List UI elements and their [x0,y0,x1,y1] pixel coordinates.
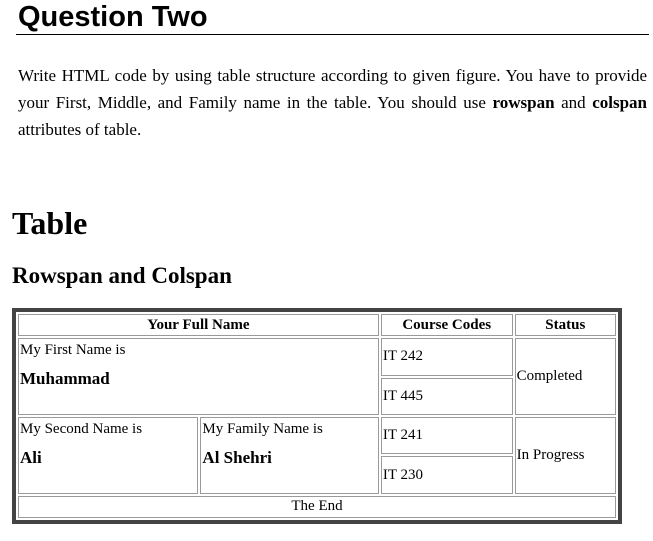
question-heading: Question Two [18,1,208,33]
table-row [18,338,616,375]
status-in-progress: In Progress [515,417,616,494]
question-text-part-2: and [554,93,593,112]
first-name-value: Muhammad [20,369,110,389]
question-text-part-3: attributes of table. [18,120,142,139]
course-code-cell: IT 241 [381,417,513,454]
heading-divider [16,34,649,35]
question-text-part-1: Write HTML code by using table structure according to given figure. You have to provide your First, Middle, and Family name in the table. You should use [18,66,647,112]
second-name-value: Ali [20,447,42,467]
header-course-codes: Course Codes [381,314,513,336]
table-row [18,417,616,454]
header-status: Status [515,314,616,336]
footer-cell: The End [18,496,616,518]
second-name-cell [18,417,198,494]
table-header-row [18,314,616,336]
course-code-cell: IT 230 [381,456,513,493]
first-name-label: My First Name is [20,342,126,359]
figure-subtitle: Rowspan and Colspan [12,263,232,288]
table-footer-row [18,496,616,518]
header-full-name: Your Full Name [18,314,379,336]
course-code-cell: IT 242 [381,338,513,375]
rowspan-keyword: rowspan [492,93,555,112]
status-completed: Completed [515,338,616,415]
second-name-label: My Second Name is [20,420,143,437]
colspan-keyword: colspan [592,93,648,112]
family-name-cell [200,417,378,494]
figure-title: Table [12,205,88,241]
family-name-value: Al Shehri [202,447,272,467]
question-text [18,62,647,143]
names-table [12,308,622,524]
first-name-cell [18,338,379,415]
course-code-cell: IT 445 [381,378,513,415]
family-name-label: My Family Name is [202,420,323,437]
